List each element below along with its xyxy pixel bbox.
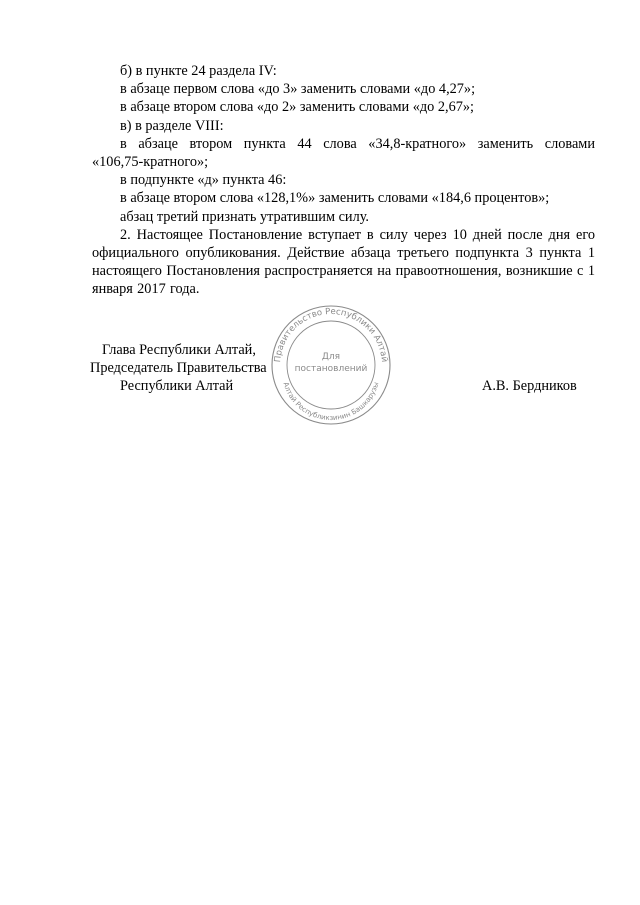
stamp-bottom-text: Алтай Республикзинин Башкарузы	[281, 381, 381, 423]
stamp-center-line2: постановлений	[294, 364, 368, 374]
paragraph-second-abzac: в абзаце втором слова «до 2» заменить словами «до 2,67»;	[120, 99, 475, 116]
paragraph-item-v: в) в разделе VIII:	[120, 117, 224, 134]
signer-title-line3-text: Республики Алтай	[120, 378, 234, 395]
paragraph-third-abzac-void: абзац третий признать утратившим силу.	[120, 208, 369, 225]
paragraph-item-b: б) в пункте 24 раздела IV:	[120, 63, 277, 79]
signature-block	[90, 341, 600, 396]
signer-title-line2: Председатель Правительства	[90, 360, 267, 377]
stamp-outer-text: Правительство Республики Алтай	[273, 306, 389, 363]
signer-title-line3	[90, 377, 600, 395]
document-body	[92, 62, 595, 299]
signer-title-line1: Глава Республики Алтай,	[102, 342, 256, 358]
paragraph-effective-date: 2. Настоящее Постановление вступает в силу через 10 дней после дня его официального опубликования. Действие абзаца третьего подпункта 3 пункта 1 настоящего Постановления распространяется на правоотношения, возникшие с 1 января 2017 года.	[92, 226, 595, 298]
signer-name: А.В. Бердников	[482, 378, 577, 395]
paragraph-subpoint-d: в подпункте «д» пункта 46:	[120, 172, 287, 189]
stamp-center-line1: Для	[321, 352, 341, 362]
paragraph-point-44: в абзаце втором пункта 44 слова «34,8-кратного» заменить словами «106,75-кратного»;	[92, 135, 595, 171]
paragraph-percent-replace: в абзаце втором слова «128,1%» заменить словами «184,6 процентов»;	[120, 190, 550, 207]
paragraph-first-abzac: в абзаце первом слова «до 3» заменить словами «до 4,27»;	[120, 81, 476, 98]
